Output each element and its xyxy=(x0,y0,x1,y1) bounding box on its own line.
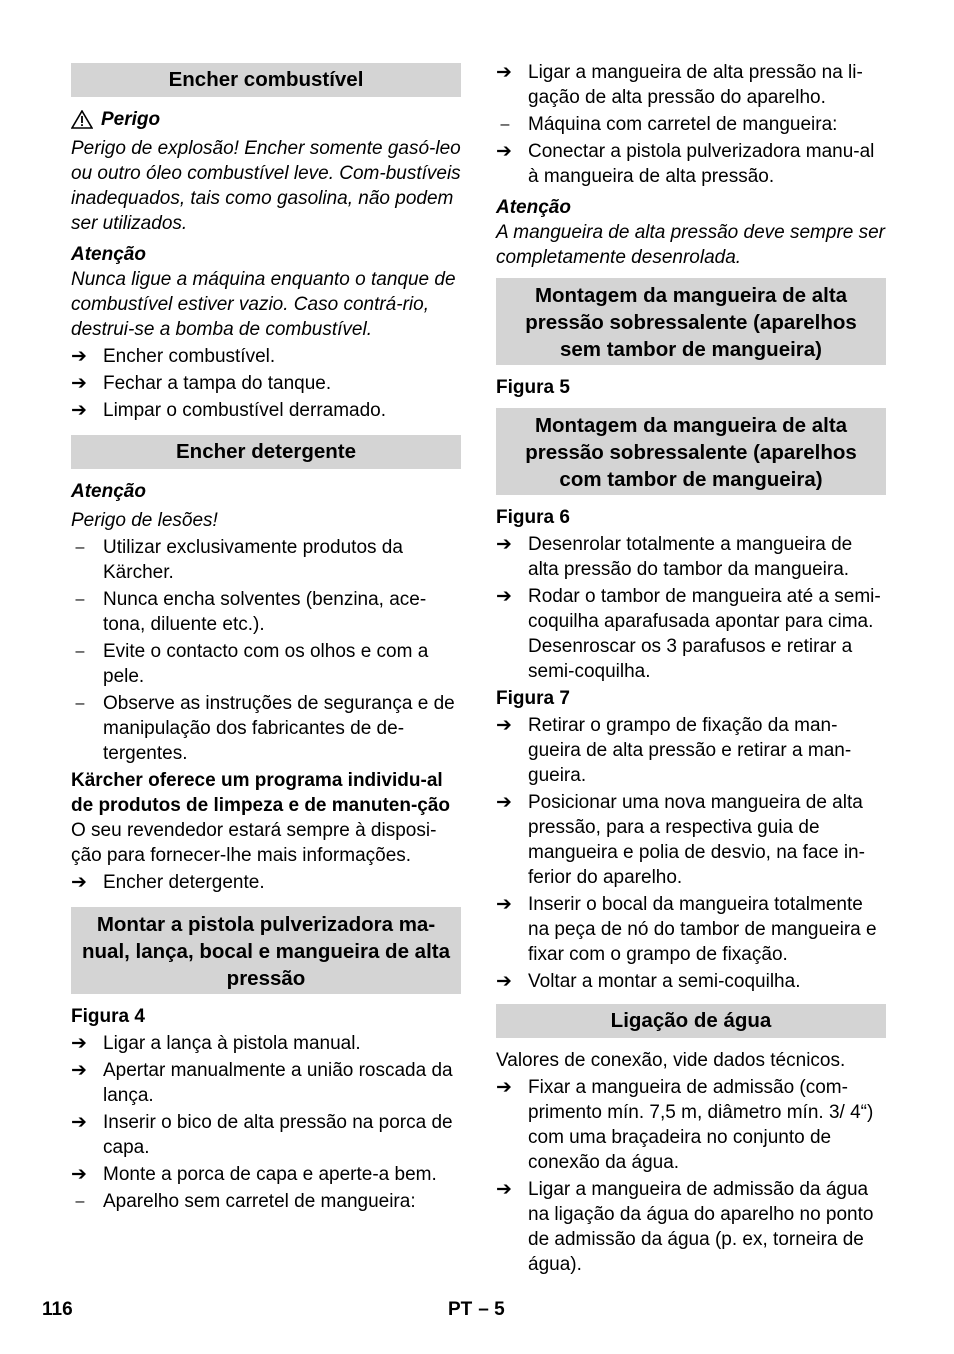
dash-item: – Aparelho sem carretel de mangueira: xyxy=(75,1191,416,1212)
step-item: ➔ Fechar a tampa do tanque. xyxy=(71,373,332,394)
arrow-right-icon: ➔ xyxy=(71,872,87,893)
arrow-right-icon: ➔ xyxy=(71,1060,87,1081)
warning-triangle-icon xyxy=(71,110,93,129)
page-footer-lang xyxy=(448,1297,505,1322)
step-item: ➔ Inserir o bico de alta pressão na porca de capa. xyxy=(71,1112,453,1158)
figura-7-label: Figura 7 xyxy=(496,688,570,709)
atencao-text-2: Perigo de lesões! xyxy=(71,510,218,531)
heading-encher-detergente: Encher detergente xyxy=(71,435,461,469)
dash-item: – Máquina com carretel de mangueira: xyxy=(500,114,838,135)
heading-ligacao-agua: Ligação de água xyxy=(496,1004,886,1038)
lang-code: PT xyxy=(448,1299,473,1320)
arrow-right-icon: ➔ xyxy=(496,971,512,992)
atencao-text-3: A mangueira de alta pressão deve sempre ser completamente desenrolada. xyxy=(496,222,886,268)
page-number: 116 xyxy=(42,1299,73,1320)
step-item: ➔ Desenrolar totalmente a mangueira de alta pressão do tambor da mangueira. xyxy=(496,534,853,580)
figura-4-label: Figura 4 xyxy=(71,1006,145,1027)
perigo-warning xyxy=(71,107,461,132)
step-item: ➔ Ligar a mangueira de alta pressão na li-gação de alta pressão do aparelho. xyxy=(496,62,863,108)
arrow-right-icon: ➔ xyxy=(496,62,512,83)
step-item: ➔ Retirar o grampo de fixação da man-gueira de alta pressão e retirar a man-gueira. xyxy=(496,715,852,786)
left-column xyxy=(71,63,461,1216)
program-heading: Kärcher oferece um programa individu-al de produtos de limpeza e de manuten-ção xyxy=(71,770,451,816)
step-item: ➔ Monte a porca de capa e aperte-a bem. xyxy=(71,1164,437,1185)
atencao-label-3: Atenção xyxy=(496,197,571,218)
program-text: O seu revendedor estará sempre à disposi-ção para fornecer-lhe mais informações. xyxy=(71,820,437,866)
atencao-label-1: Atenção xyxy=(71,244,146,265)
arrow-right-icon: ➔ xyxy=(496,894,512,915)
right-column xyxy=(496,58,886,1279)
step-item: ➔ Ligar a mangueira de admissão da água na ligação da água do aparelho no ponto de admissão da água (p. ex, torneira de água). xyxy=(496,1179,874,1275)
step-item: ➔ Voltar a montar a semi-coquilha. xyxy=(496,971,801,992)
arrow-right-icon: ➔ xyxy=(496,534,512,555)
perigo-text: Perigo de explosão! Encher somente gasó-leo ou outro óleo combustível leve. Com-bustíveis inadequados, tais como gasolina, não podem ser utilizados. xyxy=(71,138,461,234)
arrow-right-icon: ➔ xyxy=(71,1112,87,1133)
perigo-label: Perigo xyxy=(101,109,161,130)
heading-montar-pistola: Montar a pistola pulverizadora ma-nual, lança, bocal e mangueira de alta pressão xyxy=(71,907,461,994)
arrow-right-icon: ➔ xyxy=(71,1033,87,1054)
atencao-text-1: Nunca ligue a máquina enquanto o tanque de combustível estiver vazio. Caso contrá-rio, destrui-se a bomba de combustível. xyxy=(71,269,456,340)
arrow-right-icon: ➔ xyxy=(496,1179,512,1200)
dash-item: – Utilizar exclusivamente produtos da Kärcher. xyxy=(75,537,403,583)
arrow-right-icon: ➔ xyxy=(496,715,512,736)
heading-montagem-com-tambor: Montagem da mangueira de alta pressão sobressalente (aparelhos com tambor de mangueira) xyxy=(496,408,886,495)
figura-5-label: Figura 5 xyxy=(496,377,570,398)
dash-item: – Observe as instruções de segurança e de manipulação dos fabricantes de de-tergentes. xyxy=(75,693,455,764)
step-item: ➔ Posicionar uma nova mangueira de alta pressão, para a respectiva guia de mangueira e polia de desvio, na face in-ferior do aparelho. xyxy=(496,792,865,888)
step-item: ➔ Encher detergente. xyxy=(71,872,265,893)
step-item: ➔ Rodar o tambor de mangueira até a semi-coquilha aparafusada apontar para cima. Desenroscar os 3 parafusos e retirar a semi-coquilha. xyxy=(496,586,881,682)
dash-item: – Nunca encha solventes (benzina, ace-tona, diluente etc.). xyxy=(75,589,427,635)
arrow-right-icon: ➔ xyxy=(71,1164,87,1185)
step-item: ➔ Limpar o combustível derramado. xyxy=(71,400,387,421)
heading-encher-combustivel: Encher combustível xyxy=(71,63,461,97)
step-item: ➔ Encher combustível. xyxy=(71,346,276,367)
arrow-right-icon: ➔ xyxy=(71,346,87,367)
step-item: ➔ Inserir o bocal da mangueira totalmente na peça de nó do tambor de mangueira e fixar com o grampo de fixação. xyxy=(496,894,877,965)
agua-text: Valores de conexão, vide dados técnicos. xyxy=(496,1050,846,1071)
atencao-label-2: Atenção xyxy=(71,481,146,502)
figura-6-label: Figura 6 xyxy=(496,507,570,528)
step-item: ➔ Conectar a pistola pulverizadora manu-al à mangueira de alta pressão. xyxy=(496,141,875,187)
step-item: ➔ Ligar a lança à pistola manual. xyxy=(71,1033,361,1054)
arrow-right-icon: ➔ xyxy=(71,400,87,421)
arrow-right-icon: ➔ xyxy=(496,586,512,607)
heading-montagem-sem-tambor: Montagem da mangueira de alta pressão sobressalente (aparelhos sem tambor de mangueira) xyxy=(496,278,886,365)
sub-page-number: – 5 xyxy=(478,1299,505,1320)
step-item: ➔ Apertar manualmente a união roscada da lança. xyxy=(71,1060,453,1106)
arrow-right-icon: ➔ xyxy=(496,1077,512,1098)
step-item: ➔ Fixar a mangueira de admissão (com-primento mín. 7,5 m, diâmetro mín. 3/ 4“) com uma braçadeira no conjunto de conexão da água. xyxy=(496,1077,874,1173)
dash-item: – Evite o contacto com os olhos e com a pele. xyxy=(75,641,429,687)
arrow-right-icon: ➔ xyxy=(71,373,87,394)
arrow-right-icon: ➔ xyxy=(496,141,512,162)
arrow-right-icon: ➔ xyxy=(496,792,512,813)
